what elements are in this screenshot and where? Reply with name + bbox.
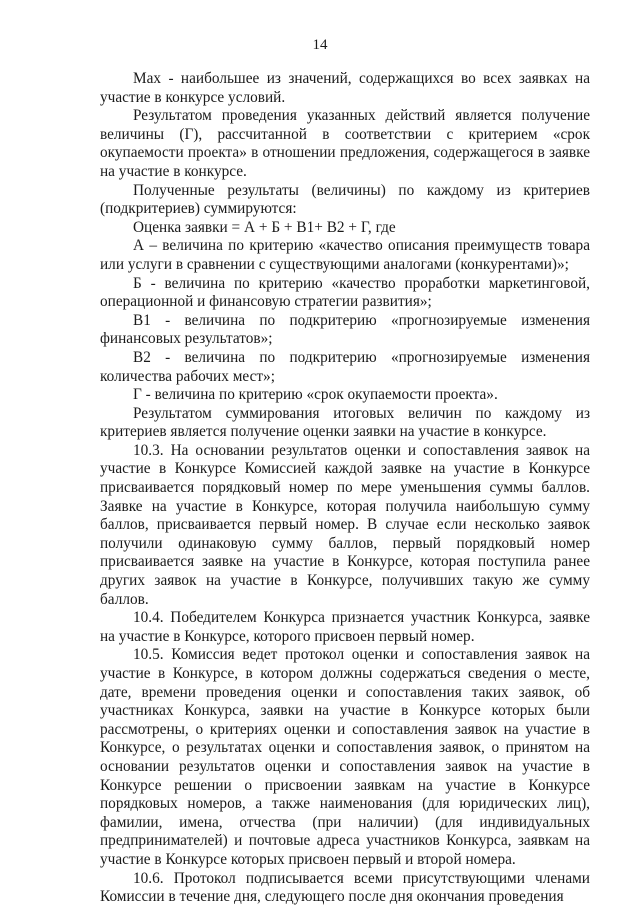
- paragraph-10-6: 10.6. Протокол подписывается всеми присутствующими членами Комиссии в течение дня, следующего после дня окончания проведения: [100, 869, 590, 906]
- paragraph-10-4: 10.4. Победителем Конкурса признается участник Конкурса, заявке на участие в Конкурсе, которого присвоен первый номер.: [100, 609, 590, 645]
- paragraph-formula: Оценка заявки = А + Б + В1+ В2 + Г, где: [133, 218, 396, 236]
- document-body: [100, 70, 590, 907]
- paragraph-criterion-g: Г - величина по критерию «срок окупаемости проекта».: [133, 386, 498, 404]
- paragraph-result-g: Результатом проведения указанных действий является получение величины (Г), рассчитанной в соответствии с критерием «срок окупаемости проекта» в отношении предложения, содержащегося в заявке на участие в конкурсе.: [100, 107, 590, 180]
- page-number: 14: [312, 37, 328, 53]
- paragraph-max-definition: Max - наибольшее из значений, содержащихся во всех заявках на участие в конкурсе условий.: [100, 70, 590, 106]
- paragraph-criterion-v1: В1 - величина по подкритерию «прогнозируемые изменения финансовых результатов»;: [100, 311, 590, 348]
- paragraph-10-5: 10.5. Комиссия ведет протокол оценки и сопоставления заявок на участие в Конкурсе, в котором должны содержаться сведения о месте, дате, времени проведения оценки и сопоставления таких заявок, об участниках Конкурса, заявки на участие в Конкурсе которых были рассмотрены, о критериях оценки и сопоставления заявок на участие в Конкурсе, о результатах оценки и сопоставления заявок, о принятом на основании результатов оценки и сопоставления заявок на участие в Конкурсе решении о присвоении заявкам на участие в Конкурсе порядковых номеров, а также наименования (для юридических лиц), фамилии, имена, отчества (при наличии) (для индивидуальных предпринимателей) и почтовые адреса участников Конкурса, заявкам на участие в Конкурсе которых присвоен первый и второй номера.: [100, 646, 590, 868]
- paragraph-summation-result: Результатом суммирования итоговых величин по каждому из критериев является получение оценки заявки на участие в конкурсе.: [100, 404, 590, 441]
- paragraph-criterion-b: Б - величина по критерию «качество проработки маркетинговой, операционной и финансовую стратегии развития»;: [100, 274, 590, 311]
- paragraph-criterion-a: А – величина по критерию «качество описания преимуществ товара или услуги в сравнении с существующими аналогами (конкурентами)»;: [100, 237, 590, 273]
- paragraph-summation-intro: Полученные результаты (величины) по каждому из критериев (подкритериев) суммируются:: [100, 181, 590, 218]
- paragraph-criterion-v2: В2 - величина по подкритерию «прогнозируемые изменения количества рабочих мест»;: [100, 348, 590, 385]
- paragraph-10-3: 10.3. На основании результатов оценки и сопоставления заявок на участие в Конкурсе Комиссией каждой заявке на участие в Конкурсе присваивается порядковый номер по мере уменьшения суммы баллов. Заявке на участие в Конкурсе, которая получила наибольшую сумму баллов, присваивается первый номер. В случае если несколько заявок получили одинаковую сумму баллов, первый порядковый номер присваивается заявке на участие в Конкурсе, которая поступила ранее других заявок на участие в Конкурсе, получивших такую же сумму баллов.: [100, 441, 590, 608]
